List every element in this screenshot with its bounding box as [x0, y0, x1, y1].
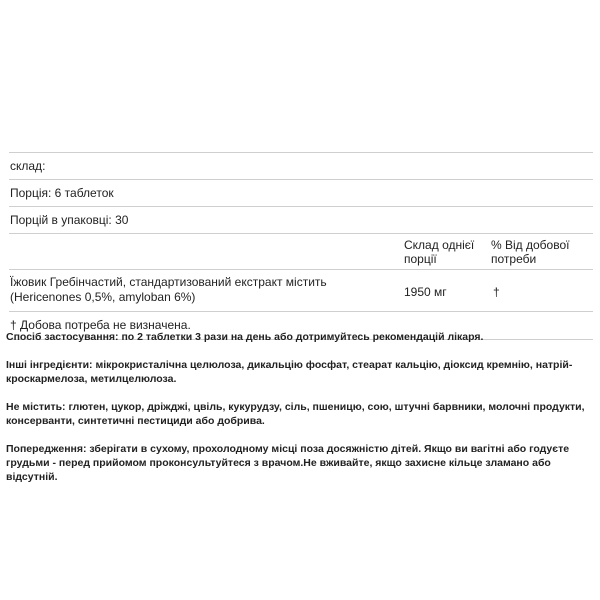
table-header-row [9, 233, 593, 269]
amount-per-serving-header: Склад однієї порції [404, 238, 475, 266]
footnote: † Добова потреба не визначена. [10, 318, 191, 332]
warnings-note: Попередження: зберігати в сухому, прохолодному місці поза досяжністю дітей. Якщо ви вагітні або годуєте грудьми - перед прийомом проконсультуйтеся з врачом.Не вживайте, якщо захисне кільце зламано або відсутній. [6, 443, 570, 483]
other-ingredients-note: Інші інгредієнти: мікрокристалічна целюлоза, дикальцію фосфат, стеарат кальцію, діоксид кремнію, натрій-кроскармелоза, метилцелюлоза. [6, 359, 573, 385]
free-of-note: Не містить: глютен, цукор, дріжджі, цвіль, кукурудзу, сіль, пшеницю, сою, штучні барвники, молочні продукти, консерванти, синтетичні пестициди або добрива. [6, 401, 585, 427]
serving-size-row [9, 179, 593, 206]
product-notes [6, 330, 590, 498]
ingredient-amount: 1950 мг [404, 285, 447, 299]
table-row [9, 269, 593, 311]
composition-label: склад: [10, 159, 46, 173]
supplement-facts-table [9, 152, 593, 340]
daily-value-header: % Від добової потреби [491, 238, 570, 266]
ingredient-name: Їжовик Гребінчастий, стандартизований екстракт містить (Hericenones 0,5%, amyloban 6%) [10, 275, 327, 304]
servings-per-container: Порцій в упаковці: 30 [10, 213, 129, 227]
usage-note: Спосіб застосування: по 2 таблетки 3 рази на день або дотримуйтесь рекомендацій лікаря. [6, 331, 484, 343]
serving-size: Порція: 6 таблеток [10, 186, 114, 200]
composition-row [9, 152, 593, 179]
ingredient-daily-value: † [493, 285, 500, 299]
servings-per-container-row [9, 206, 593, 233]
